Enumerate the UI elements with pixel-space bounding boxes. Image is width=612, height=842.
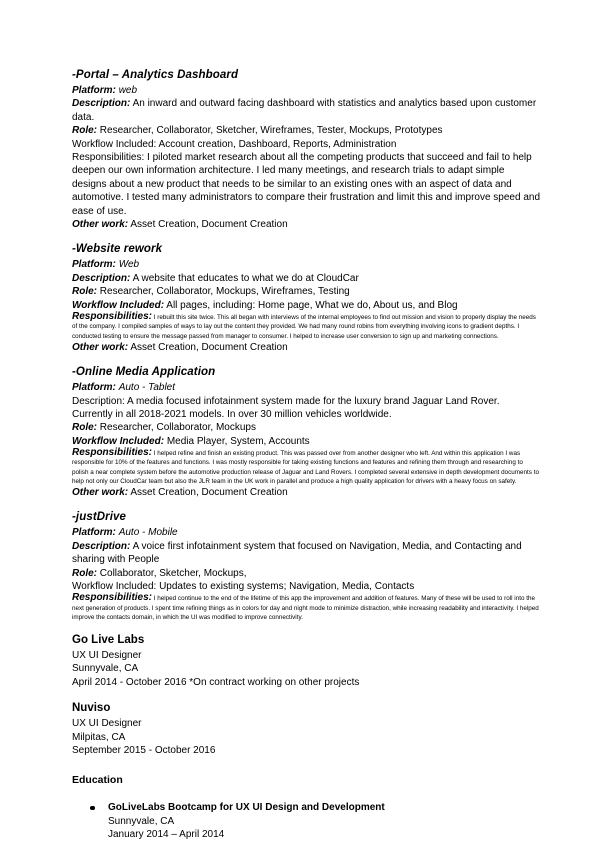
role-label: Role: xyxy=(72,422,97,434)
platform-label: Platform: xyxy=(72,85,116,96)
platform-value: web xyxy=(118,85,138,96)
project-role-line xyxy=(72,285,540,298)
role-value: Researcher, Collaborator, Mockups xyxy=(99,422,256,434)
project-platform-line xyxy=(72,526,540,539)
job-title: UX UI Designer xyxy=(72,650,142,661)
project-workflow-line xyxy=(72,299,540,312)
workflow-label: Workflow Included: xyxy=(72,435,165,447)
project-role-line xyxy=(72,421,540,434)
other-work-value: Asset Creation, Document Creation xyxy=(130,219,288,231)
platform-value: Web xyxy=(118,259,140,271)
project-title: -Online Media Application xyxy=(72,366,216,379)
role-label: Role: xyxy=(72,125,97,137)
responsibilities-value: I helped refine and finish an existing product. This was passed over from another designer who left. And within this application I was responsible for 10% of the features and functions. I was mostly responsible for taking existing functions and features and refining them through and researching to polish a near complete system before the automotive production release of Jaguar and Land Rovers. I completed several extensive in depth development documents to help not only our CloudCar team but also the JLR team in the UK work in parallel and produce a high quality application for drivers with a heavy focus on safety. xyxy=(72,450,539,485)
responsibilities-value: I helped continue to the end of the lifetime of this app the improvement and addition of features. Many of these will be used to roll into the next generation of products. I spent time refining things as in colors for day and night mode to minimize distraction, while increasing readability and interactivity. I helped improve the contacts domain, in which the UI was modified to improve connectivity. xyxy=(72,595,539,621)
platform-value: Auto - Tablet xyxy=(118,382,176,394)
other-work-label: Other work: xyxy=(72,219,129,231)
project-role-line xyxy=(72,124,540,137)
description-value: A website that educates to what we do at CloudCar xyxy=(132,272,359,284)
project-workflow-line xyxy=(72,138,540,151)
other-work-label: Other work: xyxy=(72,486,129,498)
project-responsibilities xyxy=(72,151,540,218)
project-description-line xyxy=(72,272,540,285)
role-value: Researcher, Collaborator, Sketcher, Wireframes, Tester, Mockups, Prototypes xyxy=(99,125,443,137)
project-responsibilities xyxy=(72,448,540,486)
other-work-value: Asset Creation, Document Creation xyxy=(130,341,288,353)
project-workflow-line xyxy=(72,435,540,448)
project-title: -justDrive xyxy=(72,511,127,524)
responsibilities-label: Responsibilities: xyxy=(72,311,153,323)
project-responsibilities xyxy=(72,312,540,341)
responsibilities-label: Responsibilities: xyxy=(72,152,145,164)
project-role-line xyxy=(72,567,540,580)
other-work-label: Other work: xyxy=(72,341,129,353)
job-dates: September 2015 - October 2016 xyxy=(72,745,216,757)
description-value: A media focused infotainment system made for the luxury brand Jaguar Land Rover. Currently in all 2018-2021 models. In over 30 million vehicles worldwide. xyxy=(72,395,500,420)
project-entry-website-rework xyxy=(72,242,540,354)
workflow-label: Workflow Included: xyxy=(72,580,157,592)
job-title: UX UI Designer xyxy=(72,718,142,730)
other-work-value: Asset Creation, Document Creation xyxy=(130,486,288,498)
job-location: Milpitas, CA xyxy=(72,731,126,743)
platform-value: Auto - Mobile xyxy=(118,527,178,539)
workflow-label: Workflow Included: xyxy=(72,299,165,311)
platform-label: Platform: xyxy=(72,382,116,394)
project-title: -Website rework xyxy=(72,243,163,256)
project-other-work-line xyxy=(72,341,540,354)
role-value: Collaborator, Sketcher, Mockups, xyxy=(99,567,247,579)
workflow-label: Workflow Included: xyxy=(72,138,157,150)
description-label: Description: xyxy=(72,98,131,110)
responsibilities-label: Responsibilities: xyxy=(72,592,153,604)
project-other-work-line xyxy=(72,218,540,231)
education-dates: January 2014 – April 2014 xyxy=(108,829,225,841)
education-list-item xyxy=(108,801,540,841)
description-label: Description: xyxy=(72,395,125,407)
project-platform-line xyxy=(72,84,540,97)
project-entry-online-media-application xyxy=(72,365,540,499)
responsibilities-value: I rebuilt this site twice. This all began with interviews of the internal employees to find out mission and vision to properly display the needs of the company. I compiled samples of ways to lay out the content they provided. We had many round robins from everything involving icons to gradient depths. I conducted testing to ensure the message passed from manager to consumer. I helped to increase user conversion to sign up and marketing connections. xyxy=(72,314,536,340)
project-workflow-line xyxy=(72,580,540,593)
responsibilities-value: I piloted market research about all the competing products that succeed and fail to help deepen our own information architecture. I led many meetings, and research trials to adapt simple designs about a new product that needs to be similar to an existing ones with an aspect of data and automotive. I tested many administrators to compare their frustration and limit this and improve speed and ease of use. xyxy=(72,152,541,217)
role-label: Role: xyxy=(72,286,97,298)
workflow-value: Media Player, System, Accounts xyxy=(166,435,310,447)
bullet-icon xyxy=(90,806,95,811)
platform-label: Platform: xyxy=(72,259,116,271)
project-title: -Portal – Analytics Dashboard xyxy=(72,69,239,81)
project-entry-justdrive xyxy=(72,510,540,622)
project-platform-line xyxy=(72,258,540,271)
education-list xyxy=(72,801,540,841)
job-entry-nuviso xyxy=(72,701,540,757)
workflow-value: All pages, including: Home page, What we do, About us, and Blog xyxy=(166,299,458,311)
job-dates: April 2014 - October 2016 *On contract working on other projects xyxy=(72,676,360,688)
project-responsibilities xyxy=(72,593,540,622)
project-description-line xyxy=(72,395,540,422)
description-label: Description: xyxy=(72,540,131,552)
workflow-value: Account creation, Dashboard, Reports, Administration xyxy=(158,138,397,150)
platform-label: Platform: xyxy=(72,527,116,539)
job-company: Go Live Labs xyxy=(72,634,145,646)
job-entry-go-live-labs xyxy=(72,633,540,689)
responsibilities-label: Responsibilities: xyxy=(72,447,153,459)
description-value: An inward and outward facing dashboard with statistics and analytics based upon customer data. xyxy=(72,98,537,123)
job-company: Nuviso xyxy=(72,702,111,715)
description-value: A voice first infotainment system that focused on Navigation, Media, and Contacting and sharing with People xyxy=(72,540,522,566)
project-description-line xyxy=(72,97,540,124)
project-platform-line xyxy=(72,381,540,394)
education-title: GoLiveLabs Bootcamp for UX UI Design and Development xyxy=(108,802,385,814)
project-other-work-line xyxy=(72,486,540,499)
education-location: Sunnyvale, CA xyxy=(108,815,175,827)
job-location: Sunnyvale, CA xyxy=(72,663,139,675)
role-label: Role: xyxy=(72,567,97,579)
project-entry-portal xyxy=(72,68,540,231)
project-description-line xyxy=(72,540,540,567)
education-heading: Education xyxy=(72,774,123,787)
workflow-value: Updates to existing systems; Navigation, Media, Contacts xyxy=(159,580,415,592)
role-value: Researcher, Collaborator, Mockups, Wireframes, Testing xyxy=(99,286,350,298)
description-label: Description: xyxy=(72,272,131,284)
